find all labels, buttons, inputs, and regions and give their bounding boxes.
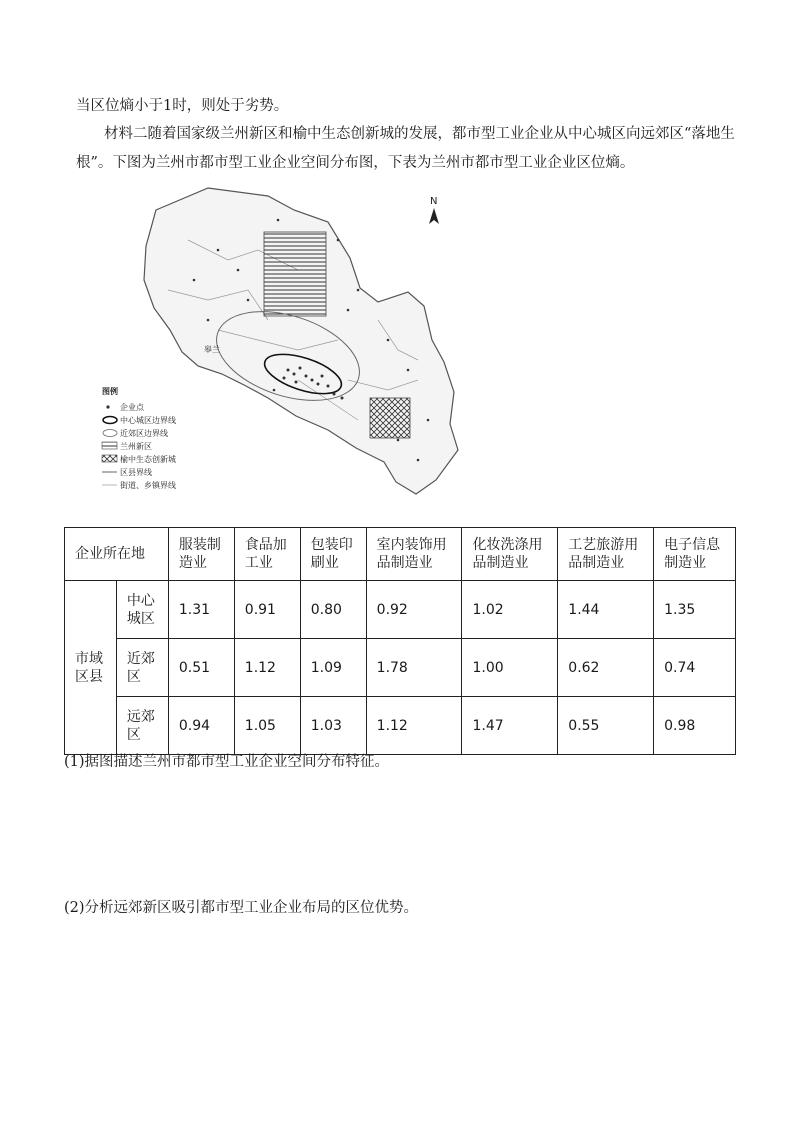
table-cell: 1.00 bbox=[462, 639, 558, 697]
table-cell: 1.05 bbox=[234, 697, 300, 755]
row-label: 远郊区 bbox=[116, 697, 168, 755]
place-label: 皋兰 bbox=[204, 345, 220, 354]
legend-item-county: 区县界线 bbox=[120, 468, 152, 477]
table-cell: 1.12 bbox=[366, 697, 462, 755]
intro-line-3: 根”。下图为兰州市都市型工业企业空间分布图，下表为兰州市都市型工业企业区位熵。 bbox=[76, 155, 635, 171]
yuzhong-eco-city bbox=[370, 398, 410, 438]
group-label: 市域区县 bbox=[65, 581, 117, 755]
column-header: 化妆洗涤用品制造业 bbox=[462, 528, 558, 581]
table-cell: 1.31 bbox=[168, 581, 234, 639]
table-cell: 0.55 bbox=[558, 697, 654, 755]
legend-item-center: 中心城区边界线 bbox=[120, 416, 176, 425]
north-arrow-icon bbox=[429, 196, 439, 224]
legend-item-newarea: 兰州新区 bbox=[120, 442, 152, 451]
map-legend bbox=[102, 386, 176, 490]
table-cell: 0.98 bbox=[654, 697, 736, 755]
intro-line-1: 当区位熵小于1时，则处于劣势。 bbox=[76, 98, 289, 114]
table-cell: 0.91 bbox=[234, 581, 300, 639]
legend-item-street: 街道、乡镇界线 bbox=[120, 481, 176, 490]
table-row bbox=[65, 697, 736, 755]
lanzhou-new-area bbox=[264, 232, 326, 316]
legend-item-yuzhong: 榆中生态创新城 bbox=[120, 455, 176, 464]
table-cell: 1.78 bbox=[366, 639, 462, 697]
row-label: 中心城区 bbox=[116, 581, 168, 639]
table-cell: 1.47 bbox=[462, 697, 558, 755]
table-cell: 1.44 bbox=[558, 581, 654, 639]
location-quotient-table bbox=[64, 527, 736, 755]
column-header: 包装印刷业 bbox=[300, 528, 366, 581]
legend-item-points: 企业点 bbox=[120, 403, 144, 412]
table-cell: 0.92 bbox=[366, 581, 462, 639]
question-1: (1)据图描述兰州市都市型工业企业空间分布特征。 bbox=[64, 754, 390, 770]
industry-distribution-map bbox=[98, 180, 478, 506]
table-row bbox=[65, 581, 736, 639]
table-row bbox=[65, 639, 736, 697]
table-cell: 0.80 bbox=[300, 581, 366, 639]
table-cell: 1.12 bbox=[234, 639, 300, 697]
table-cell: 1.02 bbox=[462, 581, 558, 639]
column-header: 电子信息制造业 bbox=[654, 528, 736, 581]
row-label: 近郊区 bbox=[116, 639, 168, 697]
table-cell: 1.09 bbox=[300, 639, 366, 697]
table-header-row bbox=[65, 528, 736, 581]
legend-title: 图例 bbox=[102, 387, 118, 396]
table-cell: 0.94 bbox=[168, 697, 234, 755]
question-2: (2)分析远郊新区吸引都市型工业企业布局的区位优势。 bbox=[64, 900, 419, 916]
column-header: 食品加工业 bbox=[234, 528, 300, 581]
column-header: 工艺旅游用品制造业 bbox=[558, 528, 654, 581]
column-header: 服装制造业 bbox=[168, 528, 234, 581]
table-cell: 0.51 bbox=[168, 639, 234, 697]
legend-item-near: 近郊区边界线 bbox=[120, 429, 168, 438]
table-cell: 1.35 bbox=[654, 581, 736, 639]
north-label: N bbox=[430, 196, 438, 207]
table-cell: 0.62 bbox=[558, 639, 654, 697]
table-cell: 1.03 bbox=[300, 697, 366, 755]
column-header: 室内装饰用品制造业 bbox=[366, 528, 462, 581]
table-cell: 0.74 bbox=[654, 639, 736, 697]
intro-line-2: 材料二随着国家级兰州新区和榆中生态创新城的发展，都市型工业企业从中心城区向远郊区“落地生 bbox=[104, 126, 735, 142]
table-corner-header: 企业所在地 bbox=[65, 528, 169, 581]
